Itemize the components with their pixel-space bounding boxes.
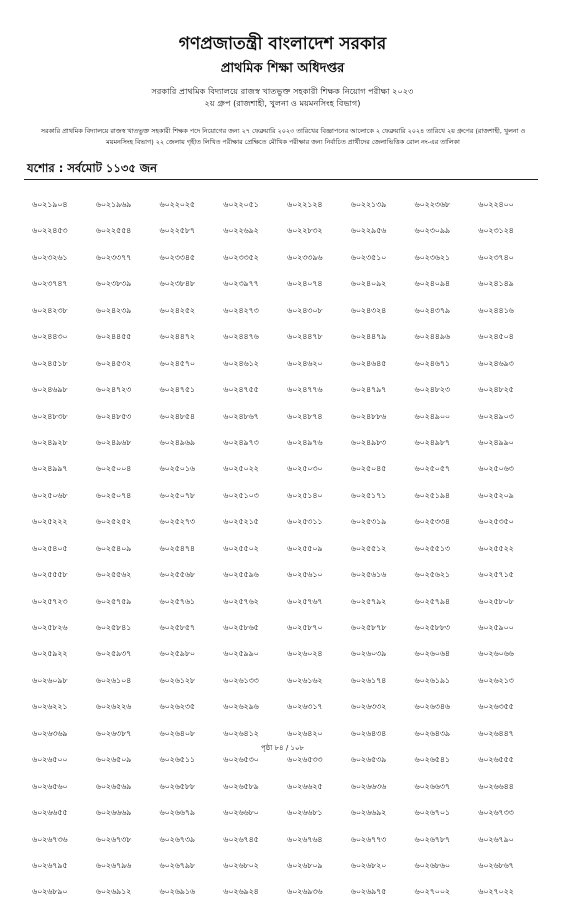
roll-number: ৬০২৬৪১২	[223, 728, 259, 738]
roll-number: ৬০২৪৯০৩	[478, 411, 514, 421]
roll-number: ৬০২৭০২২	[478, 887, 514, 897]
roll-number: ৬০২৫৭৬৭	[287, 596, 323, 606]
roll-number: ৬০২৫৬১৬	[350, 570, 387, 580]
roll-number: ৬০২৬৬৯২	[350, 808, 387, 818]
roll-number: ৬০২৪৬৪৫	[350, 358, 387, 368]
roll-number: ৬০২৫৫৬৮	[159, 570, 195, 580]
roll-number: ৬০২৫৭২৩	[32, 596, 68, 606]
roll-number: ৬০২২৯৫৬	[350, 226, 387, 236]
roll-number: ৬০২৩৮৩৯	[95, 279, 132, 289]
roll-number: ৬০২৫১৯৪	[414, 490, 450, 500]
roll-number: ৬০২৬৮২০	[350, 860, 387, 870]
roll-number: ৬০২৫৯৩৭	[95, 649, 132, 659]
roll-number: ৬০২৬১২৮	[159, 675, 195, 685]
roll-number: ৬০২২৪০০	[478, 200, 514, 209]
roll-number: ৬০২৬৯১৬	[159, 887, 195, 897]
roll-number: ৬০২৬৫১১	[159, 755, 195, 765]
roll-number: ৬০২৬৩৫৫	[478, 702, 514, 712]
roll-number: ৬০২৬৮৯০	[32, 887, 68, 897]
roll-number: ৬০২৫০৬৩	[478, 464, 514, 474]
roll-number: ৬০২৫৮০৮	[478, 596, 514, 606]
roll-number: ৬০২৬২৩৫	[159, 702, 195, 712]
roll-number: ৬০২৪০৯৪	[414, 279, 450, 289]
roll-number: ৬০২৬৯১২	[95, 887, 132, 897]
roll-number: ৬০২৫২৫২	[95, 517, 132, 527]
roll-number: ৬০২২৮৩২	[287, 226, 323, 236]
roll-number: ৬০২৫৮৫৭	[159, 623, 195, 632]
roll-number: ৬০২৬৩৪৬	[414, 702, 450, 712]
roll-number: ৬০২৫১০৩	[223, 490, 259, 500]
roll-number: ৬০২৩৩৪৫	[159, 252, 195, 262]
roll-number: ৬০২৬৯৩৬	[287, 887, 323, 897]
roll-number: ৬০২৫৯২২	[32, 649, 68, 659]
roll-number: ৬০২৬৫৩৩	[287, 755, 323, 765]
roll-number: ৬০২৫৩৫০	[478, 517, 514, 527]
roll-number: ৬০২৬১৩৩	[223, 675, 259, 685]
roll-number: ৬০২৫০০৪	[95, 464, 132, 474]
roll-number: ৬০২৩৮৪৮	[159, 279, 195, 289]
roll-number: ৬০২৪৭৫১	[159, 385, 195, 395]
roll-number: ৬০২৫৮৮৩	[414, 623, 450, 632]
roll-number: ৬০২৪৭৭৬	[287, 385, 323, 395]
roll-number: ৬০২৫০৪৫	[350, 464, 387, 474]
roll-number: ৬০২৪২৫২	[159, 305, 195, 315]
roll-number: ৬০২৪৯৬৮	[95, 437, 132, 447]
roll-number: ৬০২৫৮৬৫	[223, 623, 259, 632]
roll-number: ৬০২৪৮৮৬	[350, 411, 387, 421]
roll-number: ৬০২৬৬৬৯	[95, 808, 132, 818]
roll-number: ৬০২৫৭৬১	[159, 596, 195, 606]
roll-number: ৬০২৬২১৩	[478, 675, 514, 685]
roll-number: ৬০২৪৫০৪	[478, 332, 514, 342]
roll-number: ৬০২৬৭০১	[414, 808, 450, 818]
roll-number: ৬০২৫৫১২	[350, 543, 387, 553]
roll-number: ৬০২৪৮৩৮	[32, 411, 68, 421]
roll-number: ৬০২৬৬৭৯	[159, 808, 195, 818]
roll-number: ৬০২৫৫০২	[223, 543, 259, 553]
roll-number-grid	[32, 192, 542, 906]
roll-number: ৬০২৫৯৮০	[159, 649, 195, 659]
roll-number: ৬০২৪৮৫৪	[159, 411, 195, 421]
roll-number: ৬০২৫৫০৯	[287, 543, 323, 553]
roll-number: ৬০২৪২৭৩	[223, 305, 259, 315]
roll-number: ৬০২৫৯৯০	[223, 649, 259, 659]
roll-number: ৬০২৬৭৭৩	[350, 834, 387, 844]
roll-number: ৬০২৫৮৭৮	[350, 623, 387, 632]
roll-number: ৬০২৫৭৯৪	[414, 596, 450, 606]
roll-number: ৬০২৬২২৬	[95, 702, 132, 712]
roll-number: ৬০২৬৭৪৫	[223, 834, 259, 844]
roll-number: ৬০২৫৭৬২	[223, 596, 259, 606]
roll-number: ৬০২৫০২২	[223, 464, 259, 474]
roll-number: ৬০২৬২৯৬	[223, 702, 259, 712]
roll-number: ৬০২২৪৫৩	[32, 226, 68, 236]
roll-number: ৬০২৫৮৪১	[95, 623, 132, 632]
roll-number: ৬০২৬৮৬০	[414, 860, 450, 870]
roll-number: ৬০২৬৭৩৩	[478, 808, 514, 818]
roll-number: ৬০২৬৭৯০	[478, 834, 514, 844]
roll-number: ৬০২৪৪৭৯	[350, 332, 387, 342]
roll-number: ৬০২৫৪০৫	[32, 543, 68, 553]
roll-number: ৬০২৪২৩৮	[32, 305, 68, 315]
roll-number: ৬০২২৫৫৪	[95, 226, 132, 236]
roll-number: ৬০২৪৭২৩	[95, 385, 132, 395]
roll-number: ৬০২৫৭৫৯	[95, 596, 132, 606]
roll-number: ৬০২৫৮৭০	[287, 623, 323, 632]
roll-number: ৬০২৫০৭৮	[159, 490, 195, 500]
roll-number: ৬০২৬৯২৪	[223, 887, 259, 897]
roll-number: ৬০২৪৩০৮	[287, 305, 323, 315]
roll-number: ৬০২৪৬৯৩	[478, 358, 514, 368]
roll-number: ৬০২৬৭৬৪	[287, 834, 323, 844]
roll-number: ৬০২৬৩৩২	[350, 702, 387, 712]
roll-number: ৬০২৬৫৩৯	[350, 755, 387, 765]
roll-number: ৬০২৪৬৭১	[414, 358, 450, 368]
roll-number: ৬০২৬৮০২	[223, 860, 259, 870]
roll-number: ৬০২৬৭৩৬	[32, 834, 68, 844]
roll-number: ৬০২৬৭৮৭	[414, 834, 450, 844]
roll-number: ৬০২৬৬৮১	[287, 808, 323, 818]
roll-number: ৬০২৫৭১৫	[478, 570, 514, 580]
roll-number: ৬০২২১৩৯	[350, 200, 387, 209]
roll-number: ৬০২৬৪২০	[287, 728, 323, 738]
roll-number: ৬০২৬৫০৯	[95, 755, 132, 765]
roll-number: ৬০২৪৯৯৭	[32, 464, 68, 474]
roll-number: ৬০২৫২০৯	[478, 490, 514, 500]
roll-number: ৬০২৩৩৯৬	[287, 252, 323, 262]
roll-number: ৬০২৬১৯১	[414, 675, 450, 685]
roll-number: ৬০২৬০৬৬	[478, 649, 514, 659]
roll-number: ৬০২৪০৯২	[350, 279, 387, 289]
roll-number: ৬০২৩২৬১	[32, 252, 68, 262]
roll-number: ৬০২৫০৬৮	[32, 490, 68, 500]
roll-number: ৬০২৩৯৭৭	[223, 279, 259, 289]
roll-number: ৬০২৬৭৯৫	[32, 860, 68, 870]
roll-number: ৬০২৬৫৮৮	[159, 781, 195, 791]
district-heading: যশোর : সর্বমোট ১১৩৫ জন	[27, 161, 157, 175]
roll-number: ৬০২৪৬২০	[287, 358, 323, 368]
roll-number: ৬০২৪৫৭০	[159, 358, 195, 368]
roll-number: ৬০২৬৭৩৯	[159, 834, 195, 844]
roll-number: ৬০২৬৬৪৪	[478, 781, 514, 791]
roll-number: ৬০২৩৭৪০	[478, 252, 514, 262]
roll-number: ৬০২১৯৬৯	[95, 200, 132, 209]
roll-number: ৬০২৩৩৭৭	[95, 252, 132, 262]
roll-number: ৬০২৬০২৪	[287, 649, 323, 659]
roll-number: ৬০২৪৪৯৬	[414, 332, 450, 342]
roll-number: ৬০২৬৭৯৮	[159, 860, 195, 870]
roll-number: ৬০২৫৮২৬	[32, 623, 68, 632]
roll-number: ৬০২৬৯৭৫	[350, 887, 387, 897]
roll-number: ৬০২৬৫৫৫	[478, 755, 514, 765]
roll-number: ৬০২২৫৮৭	[159, 226, 195, 236]
roll-number: ৬০২৫২৭৩	[159, 517, 195, 527]
roll-number: ৬০২৪৪৩০	[32, 332, 68, 342]
roll-number: ৬০২৬২২১	[32, 702, 68, 712]
roll-number: ৬০২৫৫২২	[478, 543, 514, 553]
roll-number: ৬০২৪৯২৮	[32, 437, 68, 447]
roll-number: ৬০২৬৫৩০	[223, 755, 259, 765]
roll-number: ৬০২৩০৯৯	[414, 226, 450, 236]
roll-number: ৬০২৫৯০০	[478, 623, 514, 632]
roll-number: ৬০২৪৭৯৭	[350, 385, 387, 395]
roll-number: ৬০২৪৮৬৭	[223, 411, 259, 421]
roll-number: ৬০২৬০৯৮	[32, 675, 68, 685]
roll-number: ৬০২৪৬১২	[223, 358, 259, 368]
roll-number: ৬০২৬৮৬৭	[478, 860, 514, 870]
roll-number: ৬০২৫৫১৩	[414, 543, 450, 553]
roll-number: ৬০২৪৪৭৮	[287, 332, 323, 342]
divider-line	[24, 179, 538, 180]
roll-number: ৬০২৬৫৮৯	[223, 781, 259, 791]
roll-number: ৬০২৪৫১৮	[32, 358, 68, 368]
roll-number: ৬০২৪৫৩২	[95, 358, 132, 368]
roll-number: ৬০২৫১৭১	[350, 490, 387, 500]
roll-number: ৬০২৪৮৭৪	[287, 411, 323, 421]
roll-number: ৬০২৫৪০৯	[95, 543, 132, 553]
department-title: প্রাথমিক শিক্ষা অধিদপ্তর	[220, 61, 345, 76]
roll-number: ৬০২৫০১৬	[159, 464, 195, 474]
roll-number: ৬০২৫২১৫	[223, 517, 259, 527]
roll-number: ৬০২২১২৪	[287, 200, 323, 209]
roll-number: ৬০২৬৬৩৬	[350, 781, 387, 791]
roll-number: ৬০২৫৬২১	[414, 570, 450, 580]
roll-number: ৬০২৪৪৭২	[159, 332, 195, 342]
roll-number: ৬০২৬৭৩৮	[95, 834, 132, 844]
roll-number: ৬০২৫৩১১	[287, 517, 323, 527]
roll-number: ৬০২৬৫৪১	[414, 755, 450, 765]
roll-number: ৬০২৩৭৪৭	[32, 279, 68, 289]
roll-number: ৬০২৩৬২১	[414, 252, 450, 262]
roll-number: ৬০২৫০৭৪	[95, 490, 132, 500]
roll-number: ৬০২৫০৫৭	[414, 464, 450, 474]
roll-number: ৬০২৬৮০৯	[287, 860, 323, 870]
government-title: গণপ্রজাতন্ত্রী বাংলাদেশ সরকার	[178, 34, 387, 54]
roll-number: ৬০২৪৪৭৬	[223, 332, 259, 342]
roll-number: ৬০২৫৬১০	[287, 570, 323, 580]
roll-number: ৬০২৬৫০০	[32, 755, 68, 765]
exam-title: সরকারি প্রাথমিক বিদ্যালয়ে রাজস্ব খাতভুক্ত সহকারী শিক্ষক নিয়োগ পরীক্ষা ২০২৩	[151, 86, 414, 96]
roll-number: ৬০২৫৫৫৮	[32, 570, 68, 580]
roll-number: ৬০২৬১৬২	[287, 675, 323, 685]
roll-number: ৬০২৪২৩৯	[95, 305, 132, 315]
roll-number: ৬০২৬০৬৪	[414, 649, 450, 659]
roll-number: ৬০২৬৪৩৯	[414, 728, 450, 738]
roll-number: ৬০২৫৩১৯	[350, 517, 387, 527]
roll-number: ৬০২৫২২২	[32, 517, 68, 527]
roll-number: ৬০২৪৯০০	[414, 411, 450, 421]
roll-number: ৬০২৬৬৫৫	[32, 808, 68, 818]
roll-number: ৬০২৫৫৯৬	[223, 570, 259, 580]
roll-number: ৬০২৬৭৯৬	[95, 860, 132, 870]
roll-number: ৬০২৫৫৬২	[95, 570, 132, 580]
roll-number: ৬০২২০২৫	[159, 200, 195, 209]
roll-number: ৬০২৬৩৬৯	[32, 728, 68, 738]
roll-number: ৬০২৬৬৩৭	[414, 781, 450, 791]
roll-number: ৬০২৬০৩৯	[350, 649, 387, 659]
roll-number: ৬০২৪৯৬৯	[159, 437, 195, 447]
roll-number: ৬০২২০৫১	[223, 200, 259, 209]
roll-number: ৬০২৪৩২৪	[350, 305, 387, 315]
roll-number: ৬০২৫৪৭৪	[159, 543, 195, 553]
roll-number: ৬০২৬১৭৪	[350, 675, 387, 685]
roll-number: ৬০২৪৭৫৫	[223, 385, 259, 395]
roll-number: ৬০২৩৫১০	[350, 252, 387, 262]
roll-number: ৬০২৪৮৫৩	[95, 411, 132, 421]
roll-number: ৬০২৪৮২৫	[478, 385, 514, 395]
roll-number: ৬০২৩৩৫২	[223, 252, 259, 262]
roll-number: ৬০২২৬৯২	[223, 226, 259, 236]
roll-number: ৬০২৫৭৯২	[350, 596, 387, 606]
roll-number: ৬০২৪৯৭৬	[287, 437, 323, 447]
roll-number: ৬০২৩১২৪	[478, 226, 514, 236]
roll-number: ৬০২২৩৬৮	[414, 200, 450, 209]
roll-number: ৬০২৪৯৮৭	[414, 437, 450, 447]
page-number: পৃষ্ঠা ৮৪ / ১০৮	[260, 744, 305, 752]
roll-number: ৬০২৬৪০৮	[159, 728, 195, 738]
roll-number: ৬০২৪৯৮৩	[350, 437, 387, 447]
roll-number: ৬০২৭০০২	[414, 887, 450, 897]
page-header	[0, 32, 565, 109]
roll-number: ৬০২৬৬৮০	[223, 808, 259, 818]
roll-number: ৬০২৪৯৯০	[478, 437, 514, 447]
roll-number: ৬০২৬৩৮৭	[95, 728, 132, 738]
roll-number: ৬০২৫১৪০	[287, 490, 323, 500]
roll-number: ৬০২৪৪১৬	[478, 305, 514, 315]
roll-number: ৬০২৪১৪৯	[478, 279, 514, 289]
roll-number: ৬০২৪৩৭৯	[414, 305, 450, 315]
notice-text: সরকারি প্রাথমিক বিদ্যালয়ে রাজস্ব খাতভুক্ত সহকারী শিক্ষক পদে নিয়োগের জন্য ২৭ ফেব্রুয়ারি ২০২৩ তারিখের বিজ্ঞাপনের আলোকে ২ ফেব্রুয়ারি ২০২৪ তারিখে ২য় গ্রুপের (রাজশাহী, খুলনা ও ময়মনসিংহ বিভাগ) ২২ জেলায় গৃহীত লিখিত পরীক্ষার প্রেক্ষিতে মৌখিক পরীক্ষার জন্য নির্বাচিত প্রার্থীদের জেলাভিত্তিক রোল নং-এর তালিকা	[40, 127, 526, 146]
roll-number: ৬০২৫০৩০	[287, 464, 323, 474]
roll-number: ৬০২৪৪৫৫	[95, 332, 132, 342]
roll-number: ৬০২৬৫৬০	[32, 781, 68, 791]
roll-number: ৬০২৬৫৬৯	[95, 781, 132, 791]
roll-number: ৬০২৬৪৪৭	[478, 728, 514, 738]
roll-number: ৬০২৪৬৯৮	[32, 385, 68, 395]
roll-number: ৬০২৬১০৪	[95, 675, 132, 685]
group-title: ২য় গ্রুপ (রাজশাহী, খুলনা ও ময়মনসিংহ বিভাগ)	[204, 98, 361, 108]
roll-number: ৬০২১৯০৪	[32, 200, 68, 209]
roll-number: ৬০২৬৪৩৪	[350, 728, 387, 738]
roll-number: ৬০২৬৬২৫	[287, 781, 323, 791]
roll-number: ৬০২৪০৭৪	[287, 279, 323, 289]
roll-number: ৬০২৫৩৩৪	[414, 517, 450, 527]
roll-number: ৬০২৬৩১৭	[287, 702, 323, 712]
roll-number: ৬০২৪৯৭৩	[223, 437, 259, 447]
roll-number: ৬০২৪৮২৩	[414, 385, 450, 395]
